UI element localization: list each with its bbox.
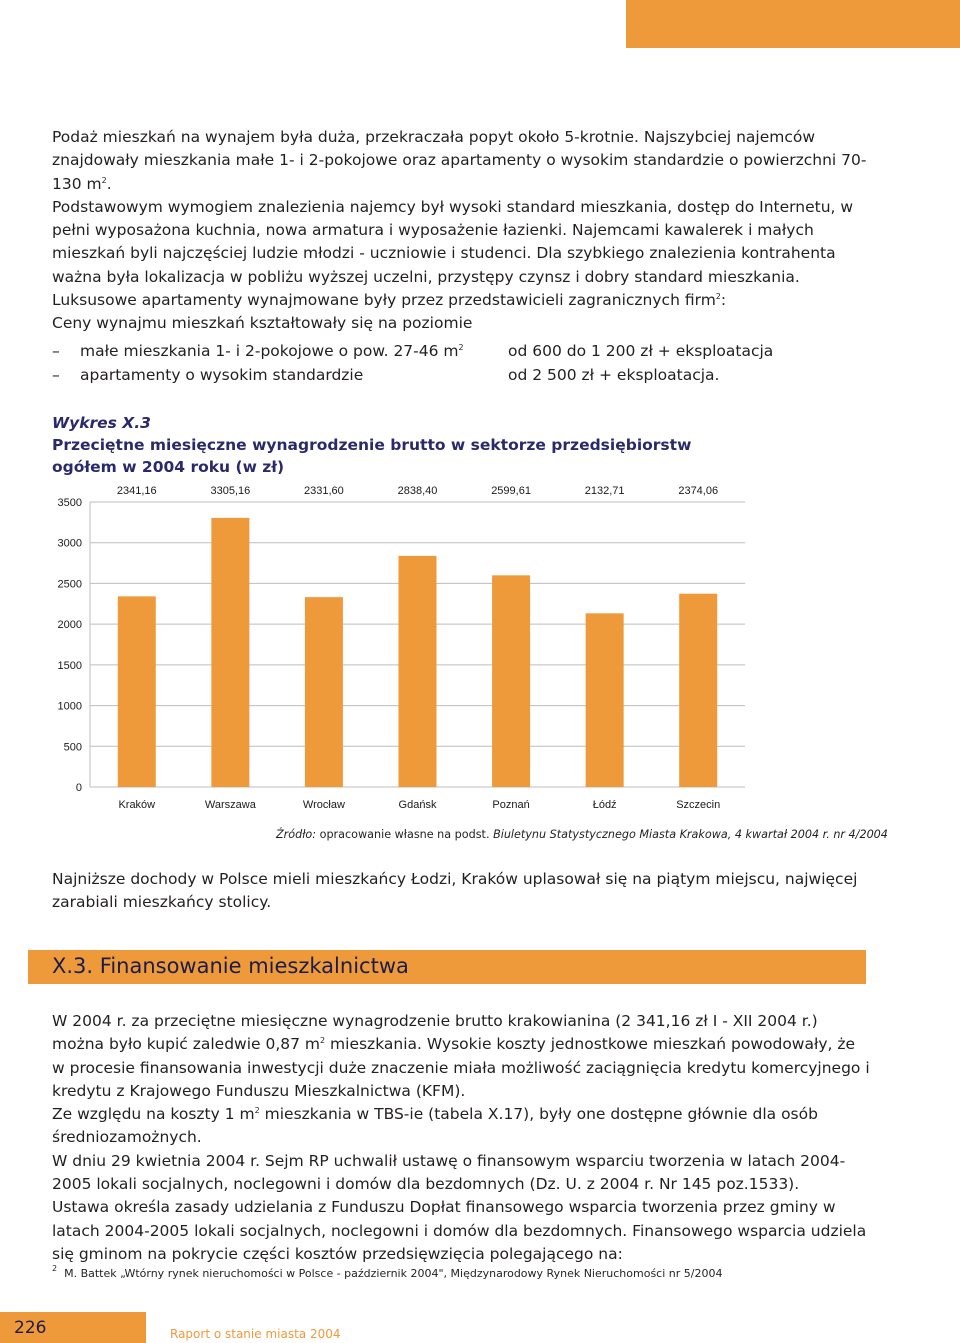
chart-source: Źródło: opracowanie własne na podst. Biuletynu Statystycznego Miasta Krakowa, 4 kwartał 2004 r. nr 4/2004 [276, 828, 888, 841]
y-tick-label: 2000 [57, 619, 82, 632]
intro-paragraph [52, 126, 872, 336]
running-footer-title: Raport o stanie miasta 2004 [170, 1327, 341, 1341]
bar-value-label: 2341,16 [116, 485, 157, 497]
intro-sentence-2: Podstawowym wymogiem znalezienia najemcy był wysoki standard mieszkania, dostęp do Internetu, w pełni wyposażona kuchnia, nowa armatura i wyposażenie łazienki. Najemcami kawalerek i małych mieszkań byli najczęściej ludzie młodzi - uczniowie i studenci. Dla szybkiego znalezienia kontrahenta ważna była lokalizacja w pobliżu wyższej uczelni, przystępy czynsz i dobry standard mieszkania. [52, 197, 854, 286]
bar [118, 596, 156, 787]
body-paragraph-1: W 2004 r. za przeciętne miesięczne wynagrodzenie brutto krakowianina (2 341,16 zł I - XII 2004 r.) można było kupić zaledwie 0,87 $m^2$ mieszkania. Wysokie koszty jednostkowe mieszkań powodowały, że w procesie finansowania inwestycji duże znaczenie miała możliwość zaciągnięcia kredytu komercyjnego i kredytu z Krajowego Funduszu Mieszkalnictwa (KFM). [52, 1012, 870, 1100]
price-item-name: apartamenty o wysokim standardzie [80, 365, 364, 384]
x-tick-label: Warszawa [204, 799, 256, 811]
bar [399, 556, 437, 787]
y-tick-label: 2500 [57, 578, 82, 591]
bar [679, 594, 717, 787]
footnote-text: M. Battek „Wtórny rynek nieruchomości w Polsce - październik 2004", Międzynarodowy Rynek Nieruchomości nr 5/2004 [64, 1267, 723, 1280]
footnote [52, 1264, 723, 1280]
y-tick-label: 1000 [57, 700, 82, 713]
bar [492, 575, 530, 787]
body-paragraph-3: W dniu 29 kwietnia 2004 r. Sejm RP uchwalił ustawę o finansowym wsparciu tworzenia w latach 2004-2005 lokali socjalnych, noclegowni i domów dla bezdomnych (Dz. U. z 2004 r. Nr 145 poz.1533). [52, 1151, 846, 1194]
bar [586, 613, 624, 787]
x-tick-label: Wrocław [302, 799, 345, 811]
page-number: 226 [14, 1318, 47, 1338]
header-accent-block [626, 0, 960, 48]
bar [305, 597, 343, 787]
bar-value-label: 2599,61 [491, 485, 531, 497]
y-tick-label: 3500 [57, 497, 82, 509]
chart-number: Wykres X.3 [52, 414, 151, 432]
body-paragraph-2: Ze względu na koszty 1 $m^2$ mieszkania w TBS-ie (tabela X.17), były one dostępne głównie dla osób średniozamożnych. [52, 1105, 818, 1147]
list-dash: – [52, 365, 60, 384]
intro-sentence-1: Podaż mieszkań na wynajem była duża, przekraczała popyt około 5-krotnie. Najszybciej najemców znajdowały mieszkania małe 1- i 2-pokojowe oraz apartamenty o wysokim standardzie o powierzchni 70-130 $m^2$. [52, 128, 867, 193]
price-item-name: małe mieszkania 1- i 2-pokojowe o pow. 27-46 $m^2$ [80, 342, 464, 360]
bar-value-label: 3305,16 [210, 485, 251, 497]
section-title: X.3. Finansowanie mieszkalnictwa [52, 954, 409, 978]
intro-sentence-3: Luksusowe apartamenty wynajmowane były przez przedstawicieli zagranicznych firm$^2$: [52, 291, 727, 310]
price-item-value: od 2 500 zł + eksploatacja. [508, 365, 720, 384]
list-dash: – [52, 342, 60, 360]
bar [211, 518, 249, 787]
y-tick-label: 1500 [57, 659, 82, 672]
x-tick-label: Gdańsk [398, 799, 437, 811]
footnote-number: 2 [52, 1264, 58, 1273]
chart-caption [52, 412, 752, 478]
body-text [52, 1010, 872, 1266]
y-tick-label: 3000 [57, 537, 82, 550]
bar-value-label: 2331,60 [304, 485, 344, 497]
price-row [52, 340, 852, 364]
chart-title: Przeciętne miesięczne wynagrodzenie brutto w sektorze przedsiębiorstw ogółem w 2004 roku (w zł) [52, 436, 692, 476]
price-item-value: od 600 do 1 200 zł + eksploatacja [508, 342, 774, 360]
body-paragraph-4: Ustawa określa zasady udzielania z Funduszu Dopłat finansowego wsparcia tworzenia przez gminy w latach 2004-2005 lokali socjalnych, noclegowni i domów dla bezdomnych. Finansowego wsparcia udziela się gminom na pokrycie części kosztów przedsięwzięcia polegającego na: [52, 1198, 867, 1263]
bar-value-label: 2838,40 [397, 485, 438, 497]
salary-bar-chart [0, 470, 960, 830]
bar-value-label: 2132,71 [584, 485, 625, 497]
y-tick-label: 500 [63, 741, 82, 754]
y-tick-label: 0 [75, 782, 82, 794]
x-tick-label: Kraków [118, 799, 156, 811]
x-tick-label: Łódź [592, 799, 617, 811]
price-list [52, 340, 852, 387]
price-row [52, 364, 852, 388]
intro-sentence-4: Ceny wynajmu mieszkań kształtowały się na poziomie [52, 314, 473, 333]
x-tick-label: Poznań [492, 799, 530, 811]
summary-paragraph: Najniższe dochody w Polsce mieli mieszkańcy Łodzi, Kraków uplasował się na piątym miejscu, najwięcej zarabiali mieszkańcy stolicy. [52, 870, 858, 912]
x-tick-label: Szczecin [676, 799, 721, 811]
bar-value-label: 2374,06 [678, 485, 719, 497]
